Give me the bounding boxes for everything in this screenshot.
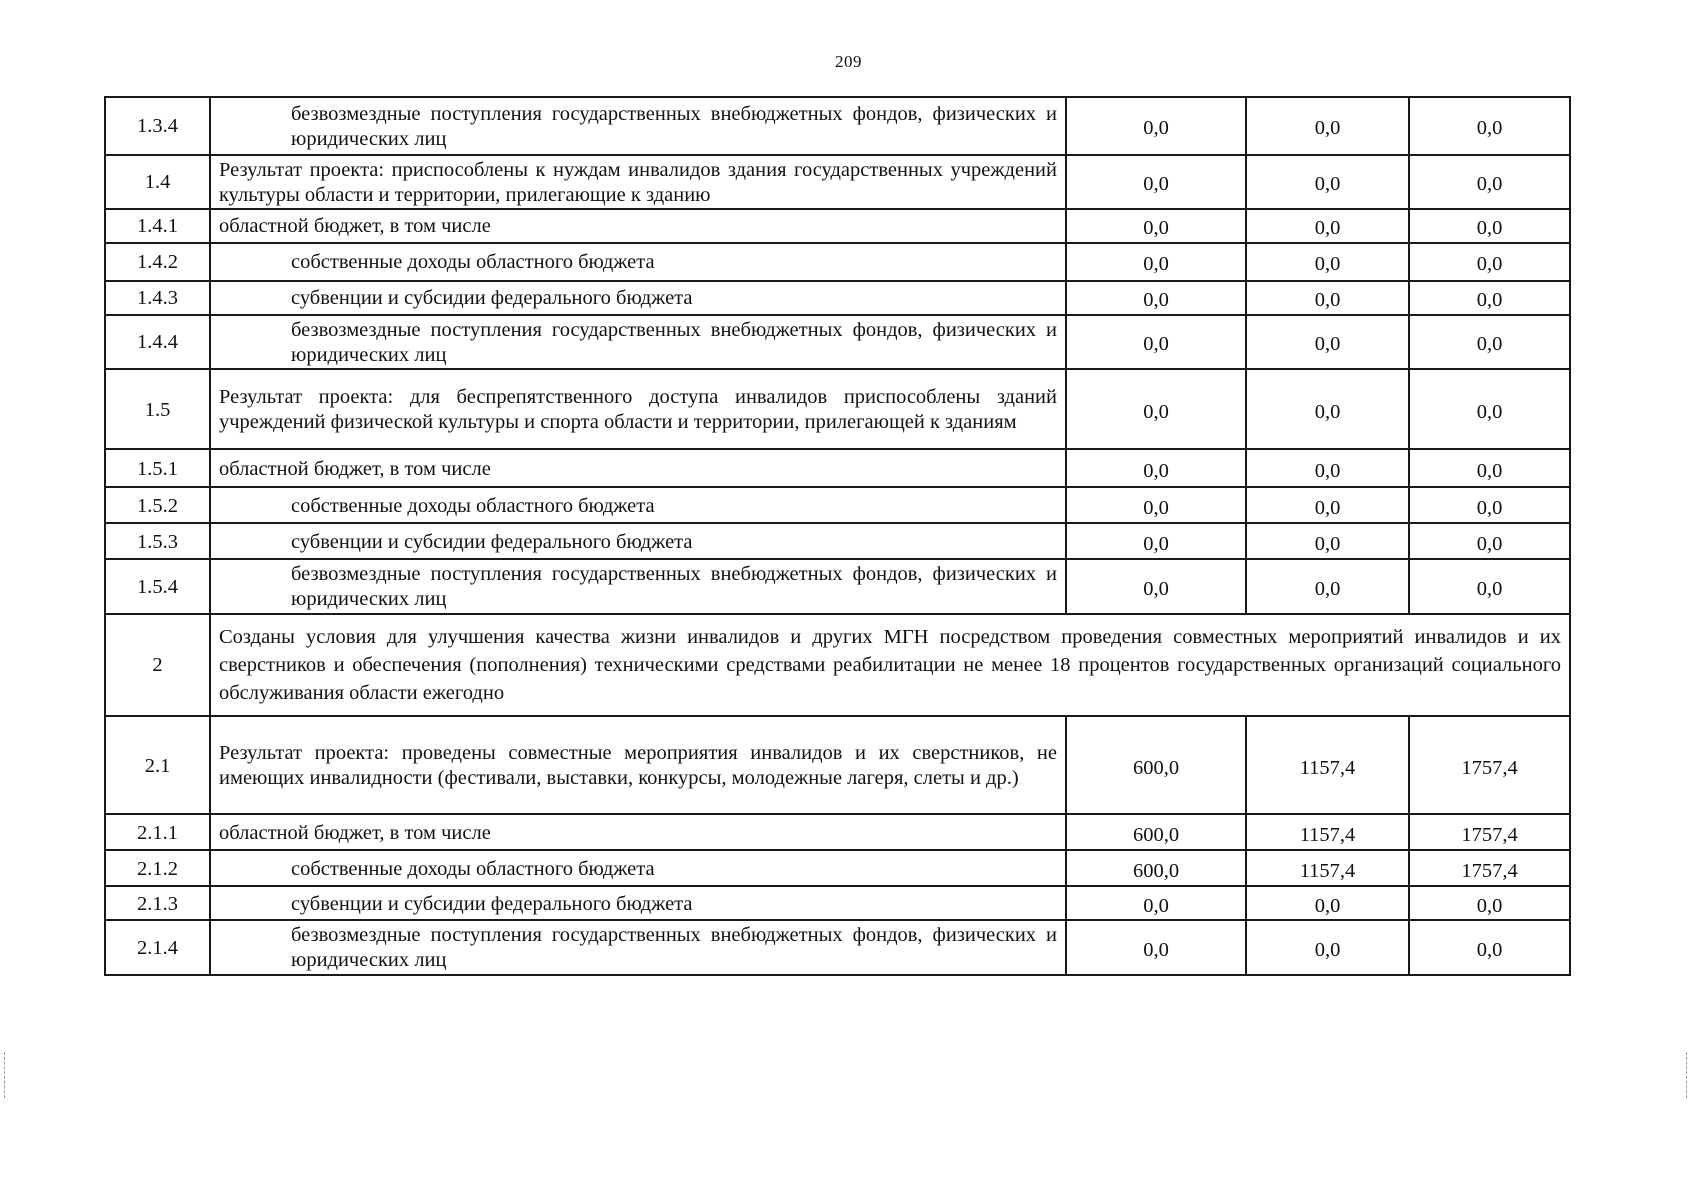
value-cell-2: 0,0 (1246, 523, 1409, 559)
value-cell-3: 0,0 (1409, 369, 1570, 449)
value-cell-2: 0,0 (1246, 281, 1409, 315)
table-row (105, 814, 1570, 850)
value-cell-1: 0,0 (1066, 315, 1246, 369)
value-cell-3: 0,0 (1409, 886, 1570, 920)
value-cell-2: 0,0 (1246, 449, 1409, 487)
value-cell-2: 0,0 (1246, 97, 1409, 155)
row-number: 2 (105, 614, 210, 717)
value-cell-1: 0,0 (1066, 369, 1246, 449)
value-cell-2: 0,0 (1246, 209, 1409, 243)
value-cell-2: 0,0 (1246, 155, 1409, 209)
table-row (105, 850, 1570, 886)
value-cell-1: 600,0 (1066, 814, 1246, 850)
value-cell-1: 600,0 (1066, 716, 1246, 814)
table-row (105, 155, 1570, 209)
value-cell-2: 1157,4 (1246, 814, 1409, 850)
table-row (105, 281, 1570, 315)
row-description: субвенции и субсидии федерального бюджета (210, 523, 1066, 559)
value-cell-3: 0,0 (1409, 315, 1570, 369)
row-number: 1.4.3 (105, 281, 210, 315)
value-cell-1: 600,0 (1066, 850, 1246, 886)
table-row (105, 487, 1570, 523)
table-row (105, 243, 1570, 281)
value-cell-2: 0,0 (1246, 920, 1409, 974)
value-cell-3: 1757,4 (1409, 850, 1570, 886)
row-number: 2.1 (105, 716, 210, 814)
row-number: 1.4.1 (105, 209, 210, 243)
row-description: субвенции и субсидии федерального бюджета (210, 886, 1066, 920)
value-cell-1: 0,0 (1066, 920, 1246, 974)
table-row (105, 920, 1570, 974)
row-description: областной бюджет, в том числе (210, 449, 1066, 487)
value-cell-3: 0,0 (1409, 155, 1570, 209)
row-number: 1.5 (105, 369, 210, 449)
value-cell-3: 0,0 (1409, 209, 1570, 243)
row-description: собственные доходы областного бюджета (210, 850, 1066, 886)
table-row (105, 559, 1570, 613)
table-row (105, 97, 1570, 155)
value-cell-2: 0,0 (1246, 559, 1409, 613)
budget-table (104, 96, 1571, 976)
table-row (105, 315, 1570, 369)
value-cell-2: 0,0 (1246, 369, 1409, 449)
row-description: безвозмездные поступления государственных внебюджетных фондов, физических и юридических лиц (210, 97, 1066, 155)
value-cell-3: 1757,4 (1409, 716, 1570, 814)
table-body (105, 97, 1570, 975)
value-cell-3: 0,0 (1409, 281, 1570, 315)
value-cell-1: 0,0 (1066, 281, 1246, 315)
table-row (105, 523, 1570, 559)
row-number: 1.5.3 (105, 523, 210, 559)
row-description: Результат проекта: проведены совместные мероприятия инвалидов и их сверстников, не имеющих инвалидности (фестивали, выставки, конкурсы, молодежные лагеря, слеты и др.) (210, 716, 1066, 814)
value-cell-3: 0,0 (1409, 243, 1570, 281)
row-number: 1.5.2 (105, 487, 210, 523)
row-description: областной бюджет, в том числе (210, 209, 1066, 243)
scan-edge-mark-left (4, 1052, 8, 1098)
value-cell-1: 0,0 (1066, 97, 1246, 155)
row-number: 2.1.3 (105, 886, 210, 920)
value-cell-3: 0,0 (1409, 487, 1570, 523)
row-number: 1.4.4 (105, 315, 210, 369)
row-number: 1.4.2 (105, 243, 210, 281)
row-description: собственные доходы областного бюджета (210, 243, 1066, 281)
value-cell-3: 0,0 (1409, 559, 1570, 613)
value-cell-1: 0,0 (1066, 209, 1246, 243)
value-cell-2: 1157,4 (1246, 716, 1409, 814)
row-number: 2.1.2 (105, 850, 210, 886)
value-cell-2: 1157,4 (1246, 850, 1409, 886)
page-number: 209 (835, 52, 862, 71)
value-cell-1: 0,0 (1066, 559, 1246, 613)
row-number: 2.1.1 (105, 814, 210, 850)
value-cell-3: 0,0 (1409, 920, 1570, 974)
row-number: 2.1.4 (105, 920, 210, 974)
table-row (105, 716, 1570, 814)
value-cell-2: 0,0 (1246, 315, 1409, 369)
scan-edge-mark-right (1686, 1052, 1690, 1098)
table-row (105, 614, 1570, 717)
row-description: безвозмездные поступления государственных внебюджетных фондов, физических и юридических лиц (210, 315, 1066, 369)
table-row (105, 886, 1570, 920)
row-description: Созданы условия для улучшения качества жизни инвалидов и других МГН посредством проведения совместных мероприятий инвалидов и их сверстников и обеспечения (пополнения) техническими средствами реабилитации не менее 18 процентов государственных организаций социального обслуживания области ежегодно (210, 614, 1570, 717)
row-number: 1.5.1 (105, 449, 210, 487)
value-cell-2: 0,0 (1246, 243, 1409, 281)
table-row (105, 449, 1570, 487)
value-cell-3: 0,0 (1409, 449, 1570, 487)
value-cell-2: 0,0 (1246, 487, 1409, 523)
value-cell-1: 0,0 (1066, 523, 1246, 559)
row-number: 1.5.4 (105, 559, 210, 613)
row-description: субвенции и субсидии федерального бюджета (210, 281, 1066, 315)
value-cell-3: 1757,4 (1409, 814, 1570, 850)
value-cell-1: 0,0 (1066, 243, 1246, 281)
table-row (105, 209, 1570, 243)
row-description: собственные доходы областного бюджета (210, 487, 1066, 523)
value-cell-1: 0,0 (1066, 155, 1246, 209)
value-cell-1: 0,0 (1066, 886, 1246, 920)
row-description: Результат проекта: для беспрепятственного доступа инвалидов приспособлены зданий учреждений физической культуры и спорта области и территории, прилегающей к зданиям (210, 369, 1066, 449)
value-cell-3: 0,0 (1409, 523, 1570, 559)
row-number: 1.4 (105, 155, 210, 209)
value-cell-1: 0,0 (1066, 487, 1246, 523)
value-cell-3: 0,0 (1409, 97, 1570, 155)
row-description: безвозмездные поступления государственных внебюджетных фондов, физических и юридических лиц (210, 920, 1066, 974)
row-description: Результат проекта: приспособлены к нуждам инвалидов здания государственных учреждений культуры области и территории, прилегающие к зданию (210, 155, 1066, 209)
table-row (105, 369, 1570, 449)
row-description: безвозмездные поступления государственных внебюджетных фондов, физических и юридических лиц (210, 559, 1066, 613)
row-number: 1.3.4 (105, 97, 210, 155)
row-description: областной бюджет, в том числе (210, 814, 1066, 850)
value-cell-2: 0,0 (1246, 886, 1409, 920)
value-cell-1: 0,0 (1066, 449, 1246, 487)
